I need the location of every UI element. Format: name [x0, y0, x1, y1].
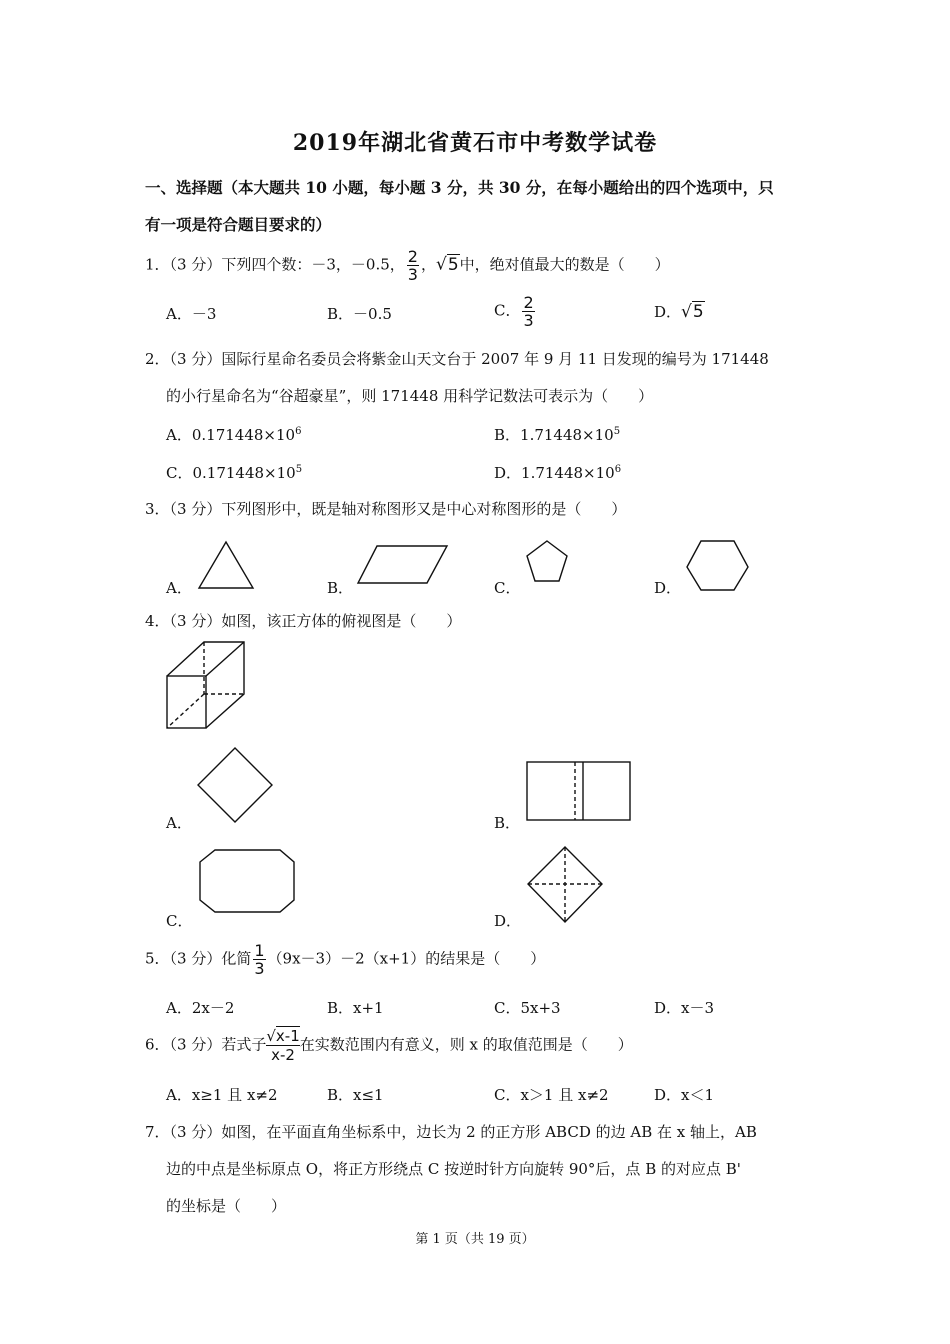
question-7-line1: 7．（3 分）如图，在平面直角坐标系中，边长为 2 的正方形 ABCD 的边 AB 在 x 轴上，AB: [145, 1123, 757, 1141]
question-5-text-b: （9x－3）－2（x+1）的结果是（ ）: [267, 949, 546, 968]
diamond-figure: [198, 748, 272, 822]
question-5-option-d[interactable]: D．x－3: [654, 999, 715, 1017]
radicand: x-1: [275, 1027, 300, 1045]
fraction-denominator: 3: [254, 959, 265, 978]
fraction-denominator: 3: [523, 311, 534, 330]
question-6-text-b: 在实数范围内有意义，则 x 的取值范围是（ ）: [299, 1035, 633, 1054]
fraction-denominator: x-2: [271, 1046, 295, 1064]
question-4-option-b[interactable]: B．: [494, 814, 521, 832]
cube-figure: [167, 642, 244, 728]
radicand: 5: [447, 254, 459, 275]
question-3-option-b[interactable]: B．: [327, 579, 354, 597]
page-title: 2019年湖北省黄石市中考数学试卷: [292, 130, 658, 156]
question-5-option-c[interactable]: C．5x+3: [494, 999, 561, 1017]
question-2-line1: 2．（3 分）国际行星命名委员会将紫金山天文台于 2007 年 9 月 11 日发现的编号为 171448: [145, 350, 769, 368]
fraction-numerator: 2: [407, 247, 418, 266]
question-3-option-a[interactable]: A．: [166, 579, 192, 597]
rectangle-dashed-figure: [527, 762, 630, 820]
exponent: 6: [295, 426, 302, 437]
fraction-numerator: 2: [523, 293, 534, 312]
question-6-option-a[interactable]: A．x≥1 且 x≠2: [166, 1086, 278, 1104]
radicand: 5: [692, 302, 704, 322]
question-7-line2: 边的中点是坐标原点 O，将正方形绕点 C 按逆时针方向旋转 90°后，点 B 的对应点 B': [166, 1160, 741, 1178]
sqrt-five: √5: [435, 254, 459, 275]
fraction-numerator: √x-1: [266, 1027, 300, 1045]
question-3-stem: 3．（3 分）下列图形中，既是轴对称图形又是中心对称图形的是（ ）: [145, 500, 627, 518]
fraction-numerator: 1: [254, 941, 265, 960]
hexagon-figure: [687, 541, 748, 590]
fraction-denominator: 3: [407, 265, 418, 284]
radical-fraction: [266, 1027, 299, 1064]
question-7-line3: 的坐标是（ ）: [166, 1197, 287, 1215]
option-text: A．0.171448×10: [166, 426, 296, 444]
question-5-option-b[interactable]: B．x+1: [327, 999, 384, 1017]
option-text: B．1.71448×10: [494, 426, 614, 444]
option-label: D．: [654, 303, 682, 321]
question-1-option-a[interactable]: A．－3: [166, 305, 217, 323]
question-6-option-b[interactable]: B．x≤1: [327, 1086, 384, 1104]
diamond-cross-figure: [528, 847, 602, 922]
question-1-text-b: 中，绝对值最大的数是（ ）: [459, 255, 670, 274]
flat-hexagon-figure: [200, 850, 294, 912]
option-label: C．: [494, 301, 521, 320]
question-6-option-d[interactable]: D．x＜1: [654, 1086, 715, 1104]
triangle-figure: [199, 542, 253, 588]
sqrt-five: √5: [681, 302, 704, 322]
question-3-option-c[interactable]: C．: [494, 579, 521, 597]
question-5-option-a[interactable]: A．2x－2: [166, 999, 235, 1017]
question-4-option-d[interactable]: D．: [494, 912, 522, 930]
exponent: 6: [614, 464, 622, 475]
question-5-stem: [145, 942, 545, 977]
question-3-option-d[interactable]: D．: [654, 579, 682, 597]
question-2-line2: 的小行星命名为“谷超豪星”，则 171448 用科学记数法可表示为（ ）: [166, 387, 654, 405]
page-footer: 第 1 页（共 19 页）: [415, 1232, 535, 1247]
option-text: C．0.171448×10: [166, 464, 296, 482]
fraction-one-third: [253, 942, 265, 977]
question-4-stem: 4．（3 分）如图，该正方体的俯视图是（ ）: [145, 612, 462, 630]
exponent: 5: [613, 426, 621, 437]
question-4-option-a[interactable]: A．: [166, 814, 192, 832]
question-4-option-c[interactable]: C．: [166, 912, 193, 930]
question-1-text-a: 1．（3 分）下列四个数：－3，－0.5，: [145, 255, 405, 274]
question-6-stem: [145, 1027, 633, 1064]
section-heading-line1: 一、选择题（本大题共 10 小题，每小题 3 分，共 30 分，在每小题给出的四个选项中，只: [145, 178, 774, 197]
question-6-text-a: 6．（3 分）若式子: [145, 1035, 267, 1054]
option-text: D．1.71448×10: [494, 464, 615, 482]
parallelogram-figure: [358, 546, 447, 583]
pentagon-figure: [527, 541, 567, 581]
comma: ，: [420, 255, 436, 274]
section-heading-line2: 有一项是符合题目要求的）: [145, 215, 332, 234]
question-6-option-c[interactable]: C．x＞1 且 x≠2: [494, 1086, 609, 1104]
question-1-option-b[interactable]: B．－0.5: [327, 305, 392, 323]
exponent: 5: [295, 464, 303, 475]
question-5-text-a: 5．（3 分）化简: [145, 949, 252, 968]
